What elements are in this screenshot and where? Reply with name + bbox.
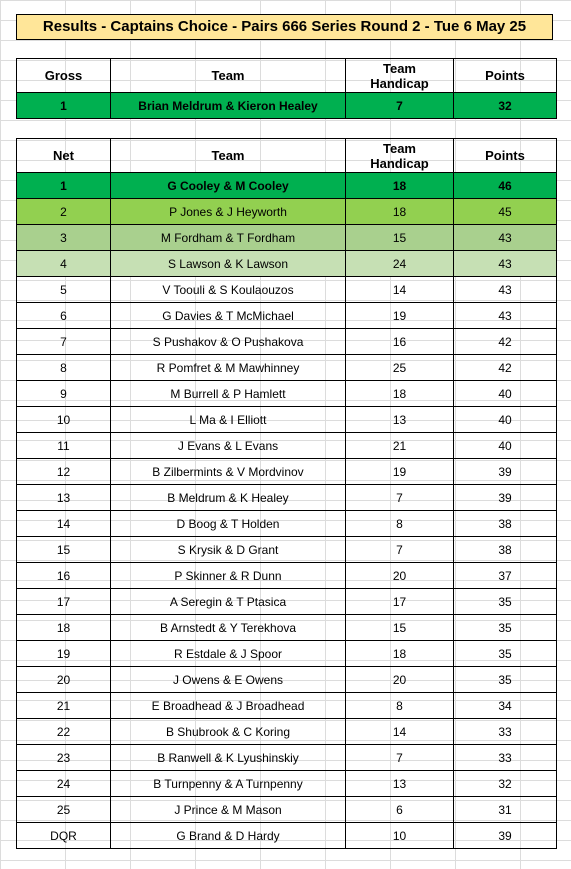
net-header-team: Team bbox=[111, 139, 346, 173]
net-points-cell: 33 bbox=[454, 719, 557, 745]
net-pos-cell: 11 bbox=[17, 433, 111, 459]
gross-results-table bbox=[16, 58, 557, 119]
net-row bbox=[17, 563, 557, 589]
net-points-cell: 35 bbox=[454, 615, 557, 641]
net-team-cell: J Evans & L Evans bbox=[111, 433, 346, 459]
net-handicap-cell: 16 bbox=[346, 329, 454, 355]
net-pos-cell: 1 bbox=[17, 173, 111, 199]
net-pos-cell: 16 bbox=[17, 563, 111, 589]
net-handicap-cell: 18 bbox=[346, 173, 454, 199]
net-row bbox=[17, 199, 557, 225]
net-handicap-cell: 19 bbox=[346, 459, 454, 485]
gross-header-handicap-text: Team Handicap bbox=[370, 60, 429, 91]
net-handicap-cell: 13 bbox=[346, 407, 454, 433]
net-points-cell: 43 bbox=[454, 225, 557, 251]
net-team-cell: B Ranwell & K Lyushinskiy bbox=[111, 745, 346, 771]
net-team-cell: L Ma & I Elliott bbox=[111, 407, 346, 433]
net-header-pos: Net bbox=[17, 139, 111, 173]
net-row bbox=[17, 823, 557, 849]
net-points-cell: 45 bbox=[454, 199, 557, 225]
net-points-cell: 42 bbox=[454, 355, 557, 381]
net-pos-cell: 20 bbox=[17, 667, 111, 693]
net-pos-cell: 17 bbox=[17, 589, 111, 615]
net-handicap-cell: 21 bbox=[346, 433, 454, 459]
net-pos-cell: 7 bbox=[17, 329, 111, 355]
gross-header-points: Points bbox=[454, 59, 557, 93]
net-row bbox=[17, 797, 557, 823]
net-points-cell: 33 bbox=[454, 745, 557, 771]
net-pos-cell: 6 bbox=[17, 303, 111, 329]
net-points-cell: 32 bbox=[454, 771, 557, 797]
net-pos-cell: 5 bbox=[17, 277, 111, 303]
net-pos-cell: DQR bbox=[17, 823, 111, 849]
net-handicap-cell: 7 bbox=[346, 537, 454, 563]
net-row bbox=[17, 303, 557, 329]
net-row bbox=[17, 615, 557, 641]
gross-header-row bbox=[17, 59, 557, 93]
net-handicap-cell: 7 bbox=[346, 485, 454, 511]
net-row bbox=[17, 277, 557, 303]
net-handicap-cell: 18 bbox=[346, 381, 454, 407]
net-team-cell: S Pushakov & O Pushakova bbox=[111, 329, 346, 355]
net-row bbox=[17, 771, 557, 797]
net-points-cell: 46 bbox=[454, 173, 557, 199]
net-row bbox=[17, 589, 557, 615]
net-header-points: Points bbox=[454, 139, 557, 173]
net-team-cell: E Broadhead & J Broadhead bbox=[111, 693, 346, 719]
net-team-cell: G Brand & D Hardy bbox=[111, 823, 346, 849]
net-points-cell: 40 bbox=[454, 407, 557, 433]
net-handicap-cell: 17 bbox=[346, 589, 454, 615]
net-pos-cell: 23 bbox=[17, 745, 111, 771]
net-handicap-cell: 8 bbox=[346, 511, 454, 537]
gross-team: Brian Meldrum & Kieron Healey bbox=[111, 93, 346, 119]
net-points-cell: 43 bbox=[454, 303, 557, 329]
gross-header-team: Team bbox=[111, 59, 346, 93]
net-points-cell: 43 bbox=[454, 251, 557, 277]
net-points-cell: 31 bbox=[454, 797, 557, 823]
net-points-cell: 43 bbox=[454, 277, 557, 303]
net-team-cell: R Estdale & J Spoor bbox=[111, 641, 346, 667]
net-row bbox=[17, 485, 557, 511]
net-pos-cell: 2 bbox=[17, 199, 111, 225]
net-row bbox=[17, 511, 557, 537]
net-points-cell: 42 bbox=[454, 329, 557, 355]
net-points-cell: 35 bbox=[454, 667, 557, 693]
net-team-cell: V Toouli & S Koulaouzos bbox=[111, 277, 346, 303]
net-pos-cell: 22 bbox=[17, 719, 111, 745]
net-header-handicap bbox=[346, 139, 454, 173]
net-handicap-cell: 13 bbox=[346, 771, 454, 797]
net-handicap-cell: 18 bbox=[346, 641, 454, 667]
net-pos-cell: 8 bbox=[17, 355, 111, 381]
gross-pos: 1 bbox=[17, 93, 111, 119]
net-team-cell: B Meldrum & K Healey bbox=[111, 485, 346, 511]
net-row bbox=[17, 719, 557, 745]
net-points-cell: 37 bbox=[454, 563, 557, 589]
net-points-cell: 35 bbox=[454, 641, 557, 667]
net-team-cell: G Cooley & M Cooley bbox=[111, 173, 346, 199]
net-pos-cell: 25 bbox=[17, 797, 111, 823]
net-handicap-cell: 7 bbox=[346, 745, 454, 771]
net-handicap-cell: 14 bbox=[346, 719, 454, 745]
net-handicap-cell: 19 bbox=[346, 303, 454, 329]
net-pos-cell: 19 bbox=[17, 641, 111, 667]
net-row bbox=[17, 667, 557, 693]
net-pos-cell: 10 bbox=[17, 407, 111, 433]
results-title: Results - Captains Choice - Pairs 666 Series Round 2 - Tue 6 May 25 bbox=[16, 14, 553, 40]
net-team-cell: B Arnstedt & Y Terekhova bbox=[111, 615, 346, 641]
gross-handicap: 7 bbox=[346, 93, 454, 119]
net-row bbox=[17, 329, 557, 355]
net-row bbox=[17, 381, 557, 407]
net-row bbox=[17, 251, 557, 277]
net-handicap-cell: 18 bbox=[346, 199, 454, 225]
net-points-cell: 40 bbox=[454, 381, 557, 407]
net-handicap-cell: 15 bbox=[346, 225, 454, 251]
net-team-cell: S Lawson & K Lawson bbox=[111, 251, 346, 277]
net-pos-cell: 4 bbox=[17, 251, 111, 277]
net-team-cell: P Skinner & R Dunn bbox=[111, 563, 346, 589]
net-team-cell: G Davies & T McMichael bbox=[111, 303, 346, 329]
net-header-handicap-text: Team Handicap bbox=[370, 140, 429, 171]
net-row bbox=[17, 433, 557, 459]
net-handicap-cell: 14 bbox=[346, 277, 454, 303]
net-pos-cell: 12 bbox=[17, 459, 111, 485]
net-handicap-cell: 25 bbox=[346, 355, 454, 381]
net-handicap-cell: 24 bbox=[346, 251, 454, 277]
net-team-cell: M Burrell & P Hamlett bbox=[111, 381, 346, 407]
gross-row bbox=[17, 93, 557, 119]
net-team-cell: S Krysik & D Grant bbox=[111, 537, 346, 563]
net-points-cell: 39 bbox=[454, 823, 557, 849]
net-team-cell: M Fordham & T Fordham bbox=[111, 225, 346, 251]
gross-header-pos: Gross bbox=[17, 59, 111, 93]
net-team-cell: B Zilbermints & V Mordvinov bbox=[111, 459, 346, 485]
net-team-cell: B Turnpenny & A Turnpenny bbox=[111, 771, 346, 797]
net-team-cell: A Seregin & T Ptasica bbox=[111, 589, 346, 615]
net-points-cell: 39 bbox=[454, 459, 557, 485]
net-pos-cell: 15 bbox=[17, 537, 111, 563]
net-results-body bbox=[17, 173, 557, 849]
net-row bbox=[17, 173, 557, 199]
gross-points: 32 bbox=[454, 93, 557, 119]
net-handicap-cell: 20 bbox=[346, 667, 454, 693]
net-pos-cell: 24 bbox=[17, 771, 111, 797]
net-row bbox=[17, 225, 557, 251]
net-points-cell: 35 bbox=[454, 589, 557, 615]
net-handicap-cell: 15 bbox=[346, 615, 454, 641]
net-points-cell: 40 bbox=[454, 433, 557, 459]
net-row bbox=[17, 693, 557, 719]
net-points-cell: 38 bbox=[454, 537, 557, 563]
net-team-cell: J Prince & M Mason bbox=[111, 797, 346, 823]
gross-header-handicap bbox=[346, 59, 454, 93]
net-handicap-cell: 6 bbox=[346, 797, 454, 823]
net-row bbox=[17, 745, 557, 771]
net-points-cell: 39 bbox=[454, 485, 557, 511]
net-handicap-cell: 10 bbox=[346, 823, 454, 849]
net-pos-cell: 21 bbox=[17, 693, 111, 719]
net-header-row bbox=[17, 139, 557, 173]
net-pos-cell: 14 bbox=[17, 511, 111, 537]
net-row bbox=[17, 641, 557, 667]
net-team-cell: D Boog & T Holden bbox=[111, 511, 346, 537]
net-handicap-cell: 20 bbox=[346, 563, 454, 589]
net-pos-cell: 3 bbox=[17, 225, 111, 251]
net-pos-cell: 13 bbox=[17, 485, 111, 511]
net-row bbox=[17, 355, 557, 381]
net-pos-cell: 18 bbox=[17, 615, 111, 641]
net-row bbox=[17, 537, 557, 563]
net-team-cell: R Pomfret & M Mawhinney bbox=[111, 355, 346, 381]
net-results-table bbox=[16, 138, 557, 849]
net-pos-cell: 9 bbox=[17, 381, 111, 407]
net-points-cell: 38 bbox=[454, 511, 557, 537]
net-row bbox=[17, 459, 557, 485]
net-team-cell: J Owens & E Owens bbox=[111, 667, 346, 693]
net-points-cell: 34 bbox=[454, 693, 557, 719]
net-row bbox=[17, 407, 557, 433]
net-handicap-cell: 8 bbox=[346, 693, 454, 719]
net-team-cell: B Shubrook & C Koring bbox=[111, 719, 346, 745]
net-team-cell: P Jones & J Heyworth bbox=[111, 199, 346, 225]
